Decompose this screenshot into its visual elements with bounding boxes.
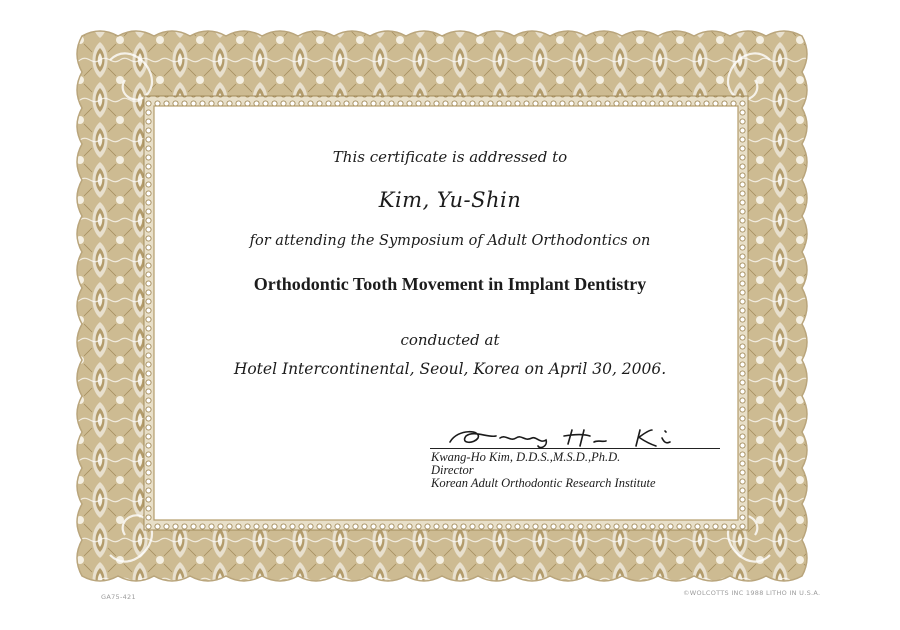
form-code: GA75-421: [101, 593, 136, 601]
addressed-line: This certificate is addressed to: [332, 148, 568, 166]
signature-line: [430, 448, 720, 449]
signatory-name: Kwang-Ho Kim, D.D.S.,M.S.D.,Ph.D.: [431, 450, 621, 464]
attending-line: for attending the Symposium of Adult Orthodontics on: [249, 233, 651, 249]
venue-line: Hotel Intercontinental, Seoul, Korea on April 30, 2006.: [233, 360, 667, 378]
signatory-institution: Korean Adult Orthodontic Research Institute: [431, 476, 656, 490]
course-title: Orthodontic Tooth Movement in Implant Dentistry: [253, 274, 647, 294]
recipient-name: Kim, Yu-Shin: [378, 188, 522, 212]
printer-credit: ©WOLCOTTS INC 1988 LITHO IN U.S.A.: [683, 589, 821, 597]
signatory-title: Director: [431, 463, 474, 477]
conducted-line: conducted at: [400, 331, 500, 349]
